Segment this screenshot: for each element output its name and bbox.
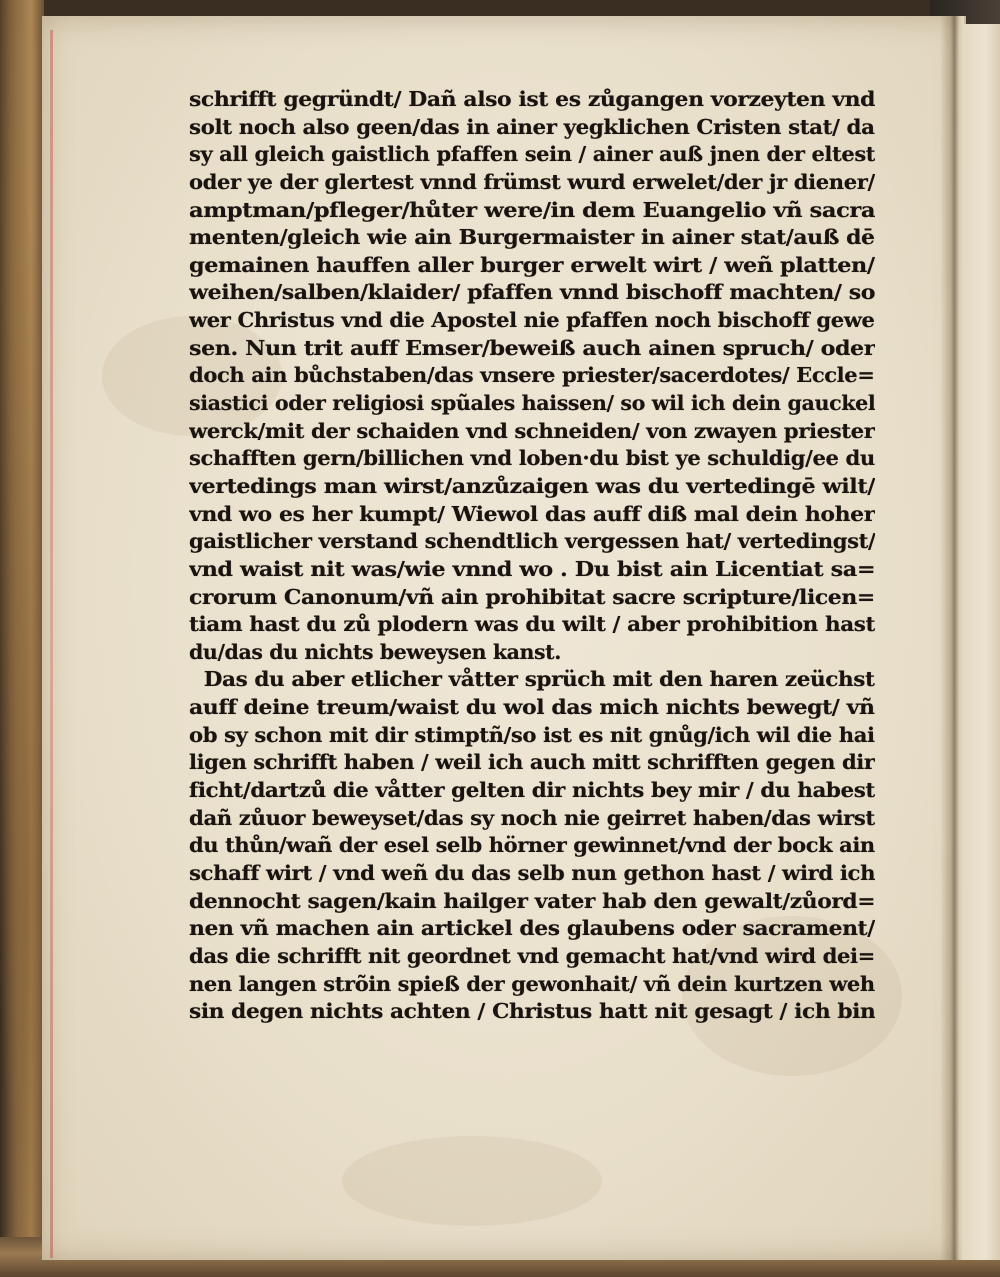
text-line: doch ain bůchstaben/das vnsere priester/sacerdotes/ Eccle= xyxy=(189,363,875,388)
text-line: schafften gern/billichen vnd loben·du bist ye schuldig/ee du xyxy=(189,446,875,471)
paragraph-start-line: Das du aber etlicher våtter sprüch mit den haren zeüchst xyxy=(203,667,875,692)
text-line: du thůn/wañ der esel selb hörner gewinnet/vnd der bock ain xyxy=(189,833,875,858)
text-line: gemainen hauffen aller burger erwelt wirt / weñ platten/ xyxy=(189,252,875,277)
facing-page-edge xyxy=(962,24,1000,1260)
text-line: nen langen strõin spieß der gewonhait/ vñ dein kurtzen weh xyxy=(189,971,875,996)
text-line: auff deine treum/waist du wol das mich nichts bewegt/ vñ xyxy=(189,695,875,720)
paper-stain xyxy=(342,1136,602,1226)
text-line: nen vñ machen ain artickel des glaubens oder sacrament/ xyxy=(189,916,875,941)
text-line: oder ye der glertest vnnd frümst wurd erwelet/der jr diener/ xyxy=(189,169,875,194)
text-line: vnd waist nit was/wie vnnd wo . Du bist ain Licentiat sa= xyxy=(189,556,876,581)
text-line: menten/gleich wie ain Burgermaister in ainer stat/auß dē xyxy=(189,225,875,250)
text-line: du/das du nichts beweysen kanst. xyxy=(189,639,561,664)
text-line: ligen schrifft haben / weil ich auch mitt schrifften gegen dir xyxy=(189,750,875,775)
text-line: schaff wirt / vnd weñ du das selb nun gethon hast / wird ich xyxy=(189,860,875,885)
text-line: sen. Nun trit auff Emser/beweiß auch ainen spruch/ oder xyxy=(189,335,875,360)
text-line: gaistlicher verstand schendtlich vergessen hat/ vertedingst/ xyxy=(189,529,876,554)
text-line: siastici oder religiosi spũales haissen/ so wil ich dein gauckel xyxy=(189,391,875,416)
text-line: solt noch also geen/das in ainer yegklichen Cristen stat/ da xyxy=(189,114,875,139)
text-line: sin degen nichts achten / Christus hatt nit gesagt / ich bin xyxy=(189,999,876,1024)
text-line: vertedings man wirst/anzůzaigen was du vertedingē wilt/ xyxy=(189,473,875,498)
text-line: wer Christus vnd die Apostel nie pfaffen noch bischoff gewe xyxy=(189,308,875,333)
text-line: ficht/dartzů die våtter gelten dir nichts bey mir / du habest xyxy=(189,778,875,803)
book-cover-edge xyxy=(0,0,44,1277)
page-text xyxy=(189,86,875,1026)
text-line: das die schrifft nit geordnet vnd gemacht hat/vnd wird dei= xyxy=(189,943,875,968)
text-line: sy all gleich gaistlich pfaffen sein / ainer auß jnen der eltest xyxy=(189,142,875,167)
text-line: schrifft gegründt/ Dañ also ist es zůgangen vorzeyten vnd xyxy=(189,87,875,111)
text-line: crorum Canonum/vñ ain prohibitat sacre scripture/licen= xyxy=(189,584,875,609)
text-line: ob sy schon mit dir stimptñ/so ist es nit gnůg/ich wil die hai xyxy=(189,722,875,747)
text-line: werck/mit der schaiden vnd schneiden/ von zwayen priester xyxy=(189,418,875,443)
text-line: weihen/salben/klaider/ pfaffen vnnd bischoff machten/ so xyxy=(189,280,875,305)
text-line: amptman/pfleger/hůter were/in dem Euangelio vñ sacra xyxy=(189,197,876,222)
text-line: vnd wo es her kumpt/ Wiewol das auff diß mal dein hoher xyxy=(189,501,875,526)
text-line: dañ zůuor beweyset/das sy noch nie geirret haben/das wirst xyxy=(189,805,875,830)
page-red-edge xyxy=(50,30,53,1258)
text-line: tiam hast du zů plodern was du wilt / aber prohibition hast xyxy=(189,612,875,637)
text-line: dennocht sagen/kain hailger vater hab den gewalt/zůord= xyxy=(189,888,875,913)
page-gutter xyxy=(940,16,964,1260)
